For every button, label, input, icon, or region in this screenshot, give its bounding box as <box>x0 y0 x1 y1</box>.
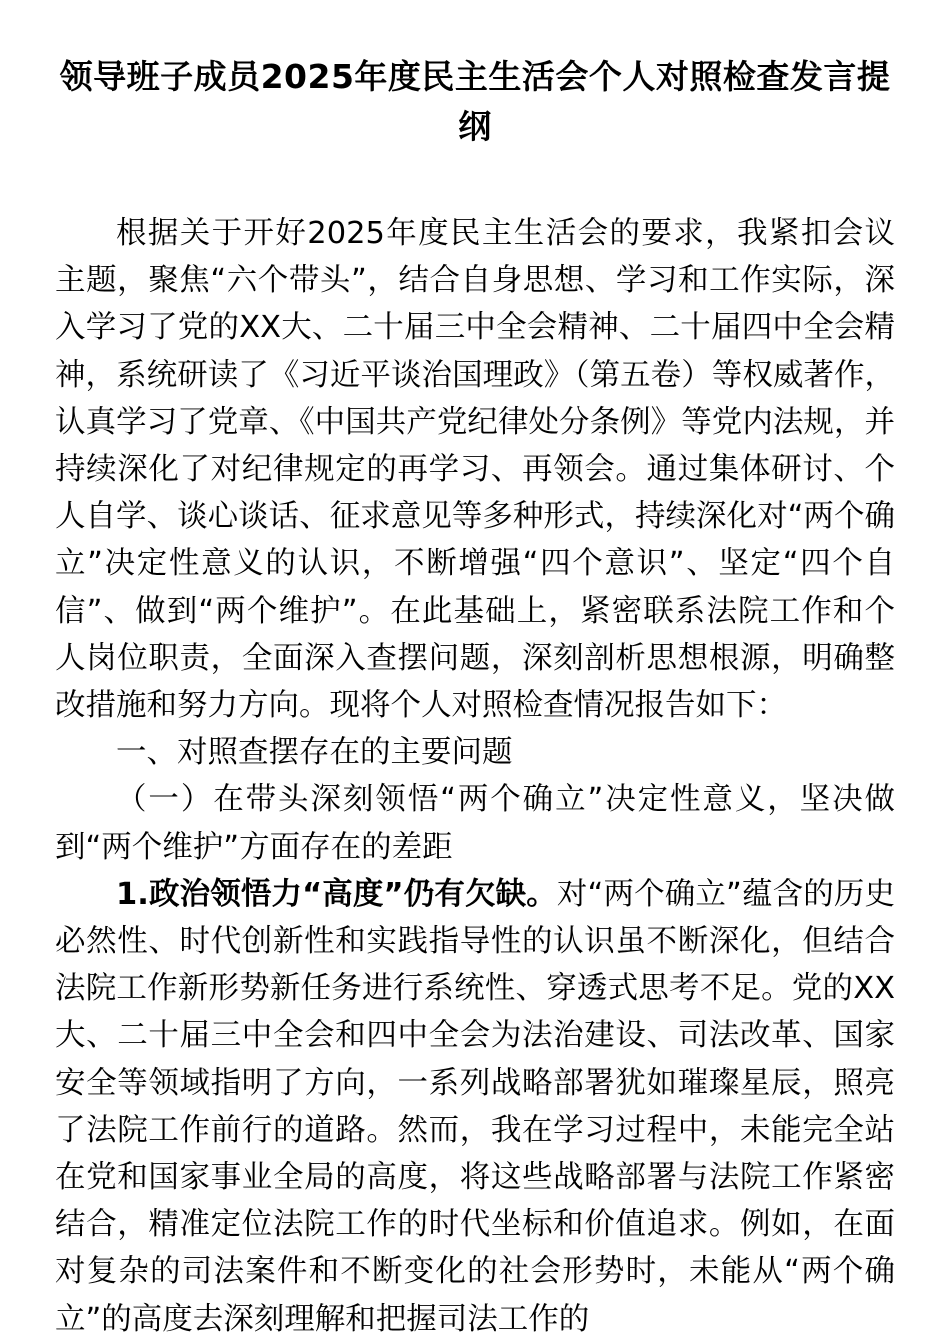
paragraph-subsection-one-a: （一）在带头深刻领悟“两个确立”决定性意义，坚决做到“两个维护”方面存在的差距 <box>55 782 895 865</box>
title-spacer <box>55 152 895 210</box>
paragraph-item-1-bold-lead: 1.政治领悟力“高度”仍有欠缺。 <box>116 876 557 912</box>
paragraph-item-1-body: 对“两个确立”蕴含的历史必然性、时代创新性和实践指导性的认识虽不断深化，但结合法院工作新形势新任务进行系统性、穿透式思考不足。党的XX大、二十届三中全会和四中全会为法治建设、司法改革、国家安全等领域指明了方向，一系列战略部署犹如璀璨星辰，照亮了法院工作前行的道路。然而，我在学习过程中，未能完全站在党和国家事业全局的高度，将这些战略部署与法院工作紧密结合，精准定位法院工作的时代坐标和价值追求。例如，在面对复杂的司法案件和不断变化的社会形势时，未能从“两个确立”的高度去深刻理解和把握司法工作的 <box>55 876 895 1337</box>
page-title: 领导班子成员2025年度民主生活会个人对照检查发言提纲 <box>59 57 891 146</box>
paragraph-section-one: 一、对照查摆存在的主要问题 <box>116 735 513 771</box>
paragraph-item-1 <box>55 871 895 1343</box>
document-content <box>55 0 895 1343</box>
paragraph-intro: 根据关于开好2025年度民主生活会的要求，我紧扣会议主题，聚焦“六个带头”，结合自身思想、学习和工作实际，深入学习了党的XX大、二十届三中全会精神、二十届四中全会精神，系统研读了《习近平谈治国理政》（第五卷）等权威著作，认真学习了党章、《中国共产党纪律处分条例》等党内法规，并持续深化了对纪律规定的再学习、再领会。通过集体研讨、个人自学、谈心谈话、征求意见等多种形式，持续深化对“两个确立”决定性意义的认识，不断增强“四个意识”、坚定“四个自信”、做到“两个维护”。在此基础上，紧密联系法院工作和个人岗位职责，全面深入查摆问题，深刻剖析思想根源，明确整改措施和努力方向。现将个人对照检查情况报告如下： <box>55 216 895 724</box>
